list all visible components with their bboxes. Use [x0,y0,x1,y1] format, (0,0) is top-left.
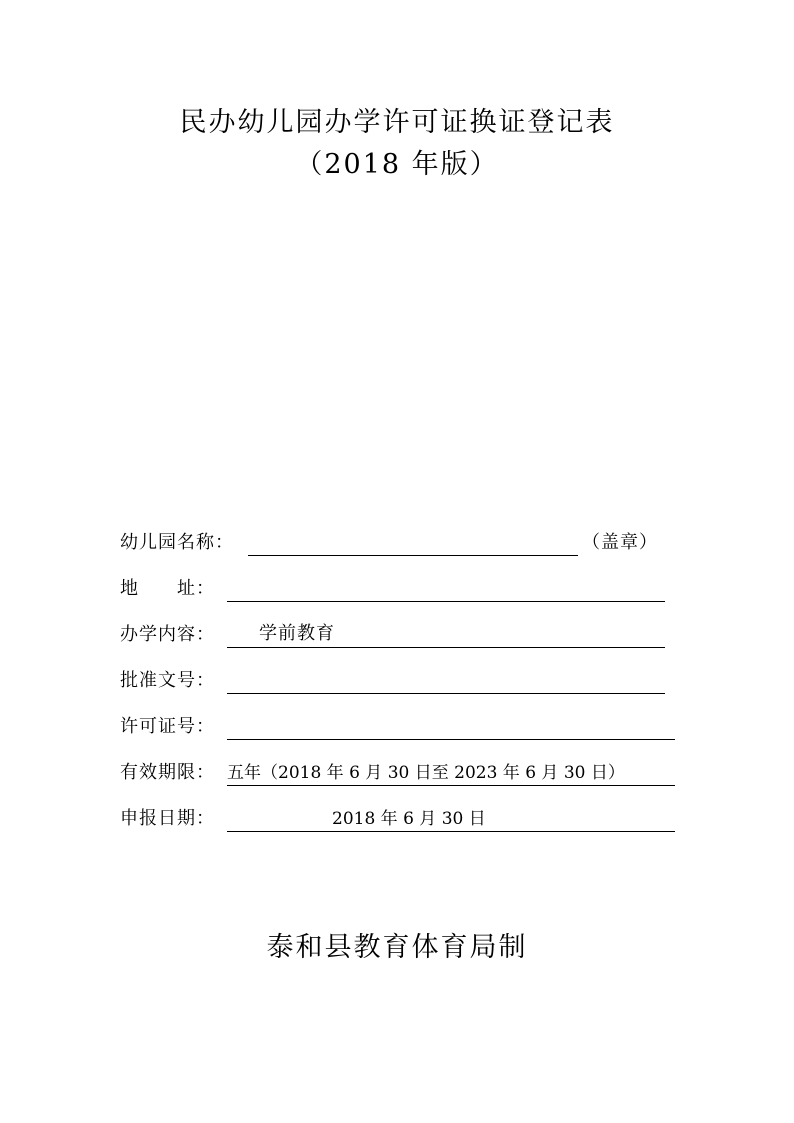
field-apply-date [120,806,680,832]
address-input[interactable] [227,577,665,602]
validity-value: 五年（2018 年 6 月 30 日至 2023 年 6 月 30 日） [227,763,625,783]
apply-date-input[interactable] [227,807,675,832]
apply-date-label: 申报日期： [120,808,215,829]
kindergarten-name-label: 幼儿园名称： [120,532,234,553]
seal-note: （盖章） [582,532,658,553]
approval-number-label: 批准文号： [120,670,215,691]
kindergarten-name-input[interactable] [248,531,578,556]
field-kindergarten-name [120,530,680,556]
scope-input[interactable] [227,623,665,648]
field-license-number [120,714,680,740]
approval-number-input[interactable] [227,669,665,694]
validity-label: 有效期限： [120,762,215,783]
validity-input[interactable] [227,761,675,786]
field-address [120,576,680,602]
field-approval-number [120,668,680,694]
license-number-input[interactable] [227,715,675,740]
apply-date-value: 2018 年 6 月 30 日 [332,809,486,829]
address-label: 地 址： [120,578,215,599]
license-number-label: 许可证号： [120,716,215,737]
field-scope [120,622,680,648]
field-validity [120,760,680,786]
form-edition: （2018 年版） [295,149,499,180]
form-title: 民办幼儿园办学许可证换证登记表 [179,107,615,138]
scope-label: 办学内容： [120,624,215,645]
issuing-authority: 泰和县教育体育局制 [266,932,528,963]
scope-value: 学前教育 [259,623,335,644]
